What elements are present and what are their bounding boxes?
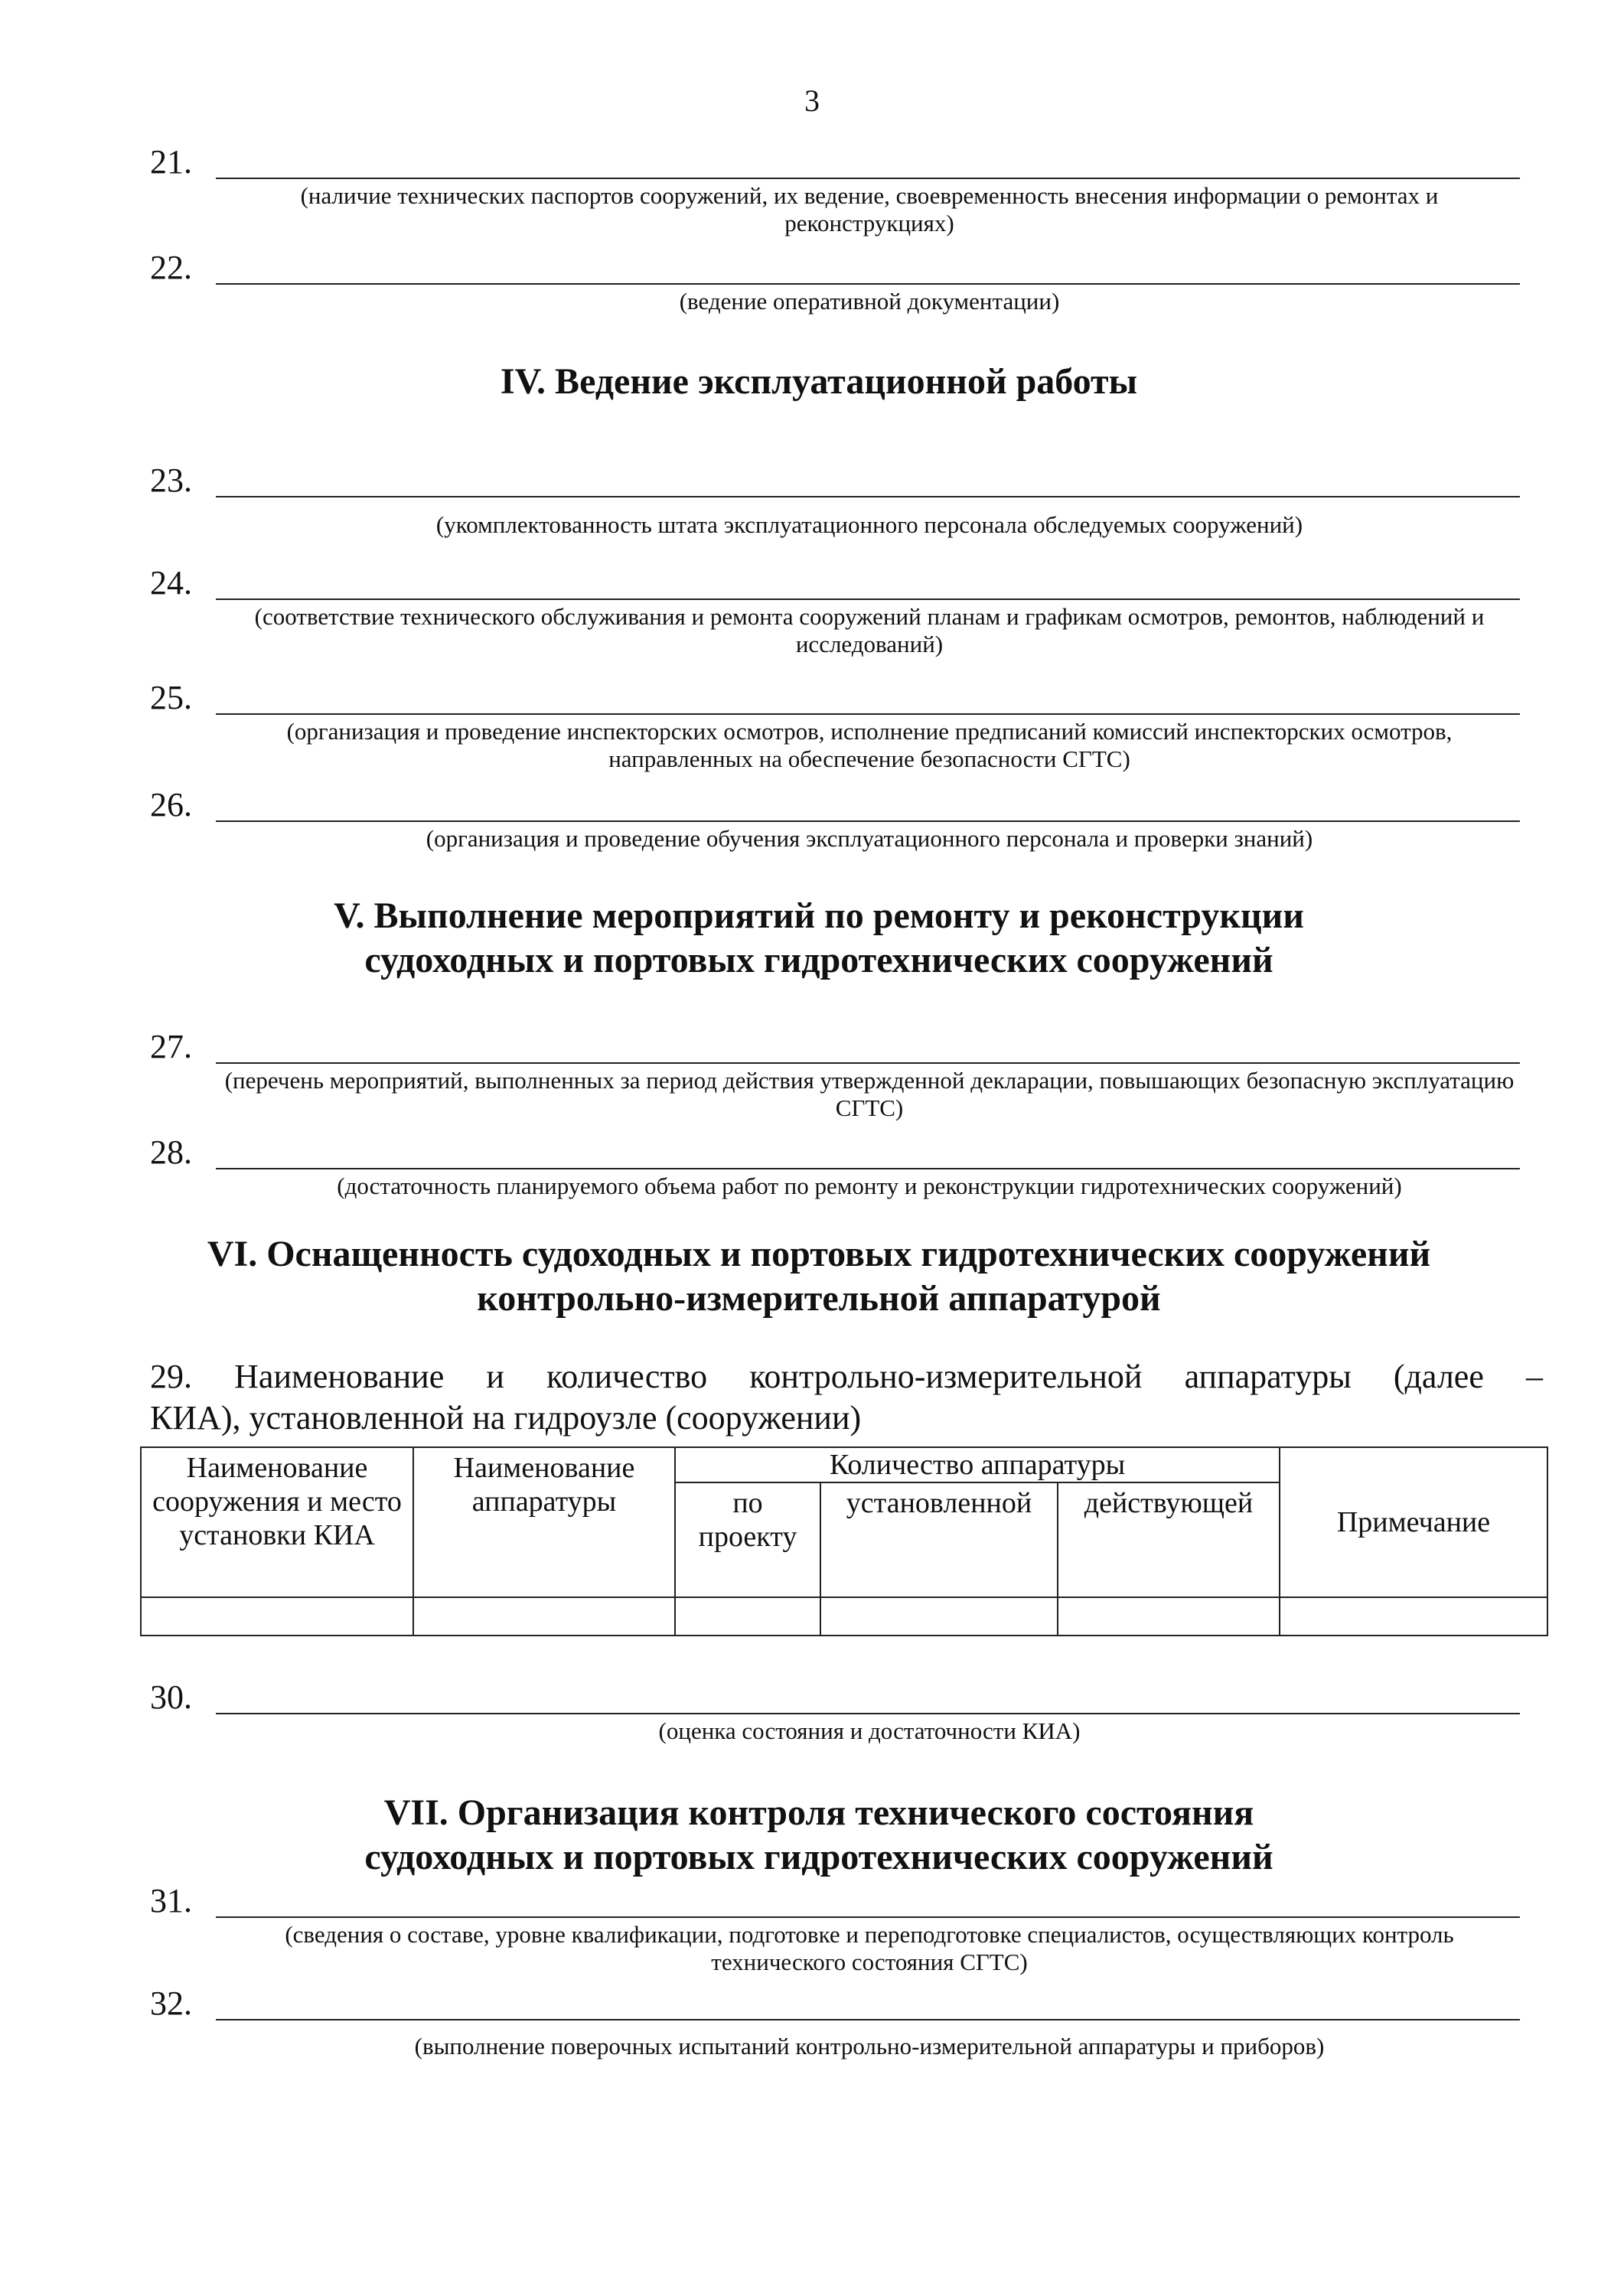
subheader-project: по проекту [675,1482,820,1597]
item-29-line: 29. Наименование и количество контрольно-измерительной аппаратуры (далее – [150,1358,1543,1395]
field-caption: (выполнение поверочных испытаний контрольно-измерительной аппаратуры и приборов) [414,2033,1325,2060]
field-28 [150,1133,1520,1200]
subheader-installed: установленной [820,1482,1058,1597]
section-title-vii [122,1791,1515,1880]
section-title-vi [122,1232,1515,1321]
item-29-text [150,1356,1543,1439]
page-number: 3 [804,83,820,118]
fill-line[interactable] [216,155,1520,179]
field-number: 26. [150,786,192,823]
field-32 [150,1987,1520,2060]
kia-table [140,1446,1548,1636]
field-caption: (ведение оперативной документации) [679,288,1060,315]
section-title-line: судоходных и портовых гидротехнических сооружений [364,940,1273,980]
field-number: 27. [150,1028,192,1065]
field-caption: (достаточность планируемого объема работ по ремонту и реконструкции гидротехнических сооружений) [337,1172,1402,1199]
field-caption: (соответствие технического обслуживания и ремонта сооружений планам и графикам осмотров, ремонтов, наблюдений и исследований) [254,603,1485,657]
header-note: Примечание [1280,1447,1547,1597]
field-caption: (организация и проведение инспекторских осмотров, исполнение предписаний комиссий инспекторских осмотров, направленных на обеспечение безопасности СГТС) [286,718,1453,772]
field-number: 25. [150,679,192,716]
field-caption: (организация и проведение обучения эксплуатационного персонала и проверки знаний) [426,825,1313,852]
field-caption: (укомплектованность штата эксплуатационного персонала обследуемых сооружений) [435,511,1303,538]
fill-line[interactable] [216,260,1520,285]
table-cell[interactable] [675,1597,820,1636]
section-title-line: контрольно-измерительной аппаратурой [477,1278,1161,1319]
field-caption: (оценка состояния и достаточности КИА) [658,1717,1081,1744]
fill-line[interactable] [216,797,1520,822]
fill-line[interactable] [216,576,1520,600]
fill-line[interactable] [216,1893,1520,1918]
table-cell[interactable] [820,1597,1058,1636]
section-title-iv [122,360,1515,404]
fill-line[interactable] [216,473,1520,497]
field-number: 30. [150,1678,192,1716]
field-number: 24. [150,564,192,602]
field-26 [150,788,1520,853]
field-caption: (перечень мероприятий, выполненных за период действия утвержденной декларации, повышающих безопасную эксплуатацию СГТС) [224,1067,1515,1121]
table-row [141,1597,1547,1636]
fill-line[interactable] [216,1145,1520,1169]
header-structure: Наименование сооружения и место установки КИА [141,1447,413,1597]
table-header-row [141,1447,1547,1482]
field-23 [150,461,1520,539]
header-device: Наименование аппаратуры [413,1447,675,1597]
field-30 [150,1678,1520,1745]
item-29-line: КИА), установленной на гидроузле (сооружении) [150,1399,862,1437]
fill-line[interactable] [216,1996,1520,2020]
field-number: 22. [150,249,192,286]
subheader-active: действующей [1058,1482,1280,1597]
table-cell[interactable] [1280,1597,1547,1636]
field-22 [150,251,1520,315]
field-number: 32. [150,1985,192,2022]
field-27 [150,1030,1520,1122]
section-title-line: IV. Ведение эксплуатационной работы [500,361,1138,402]
section-title-line: VI. Оснащенность судоходных и портовых гидротехнических сооружений [207,1234,1431,1274]
field-caption: (наличие технических паспортов сооружений, их ведение, своевременность внесения информации о ремонтах и реконструкциях) [300,182,1439,236]
field-21 [150,145,1520,237]
table-cell[interactable] [1058,1597,1280,1636]
field-25 [150,681,1520,773]
table-cell[interactable] [413,1597,675,1636]
field-caption: (сведения о составе, уровне квалификации, подготовке и переподготовке специалистов, осуществляющих контроль технического состояния СГТС) [285,1921,1454,1975]
header-quantity: Количество аппаратуры [675,1447,1280,1482]
field-24 [150,566,1520,658]
fill-line[interactable] [216,1690,1520,1714]
field-number: 21. [150,143,192,181]
fill-line[interactable] [216,1039,1520,1064]
field-number: 23. [150,461,192,499]
section-title-line: VII. Организация контроля технического состояния [383,1792,1254,1833]
field-number: 28. [150,1133,192,1171]
field-31 [150,1884,1520,1976]
section-title-v [122,894,1515,983]
field-number: 31. [150,1882,192,1919]
fill-line[interactable] [216,690,1520,715]
section-title-line: судоходных и портовых гидротехнических сооружений [364,1837,1273,1877]
table-cell[interactable] [141,1597,413,1636]
section-title-line: V. Выполнение мероприятий по ремонту и реконструкции [334,895,1304,936]
